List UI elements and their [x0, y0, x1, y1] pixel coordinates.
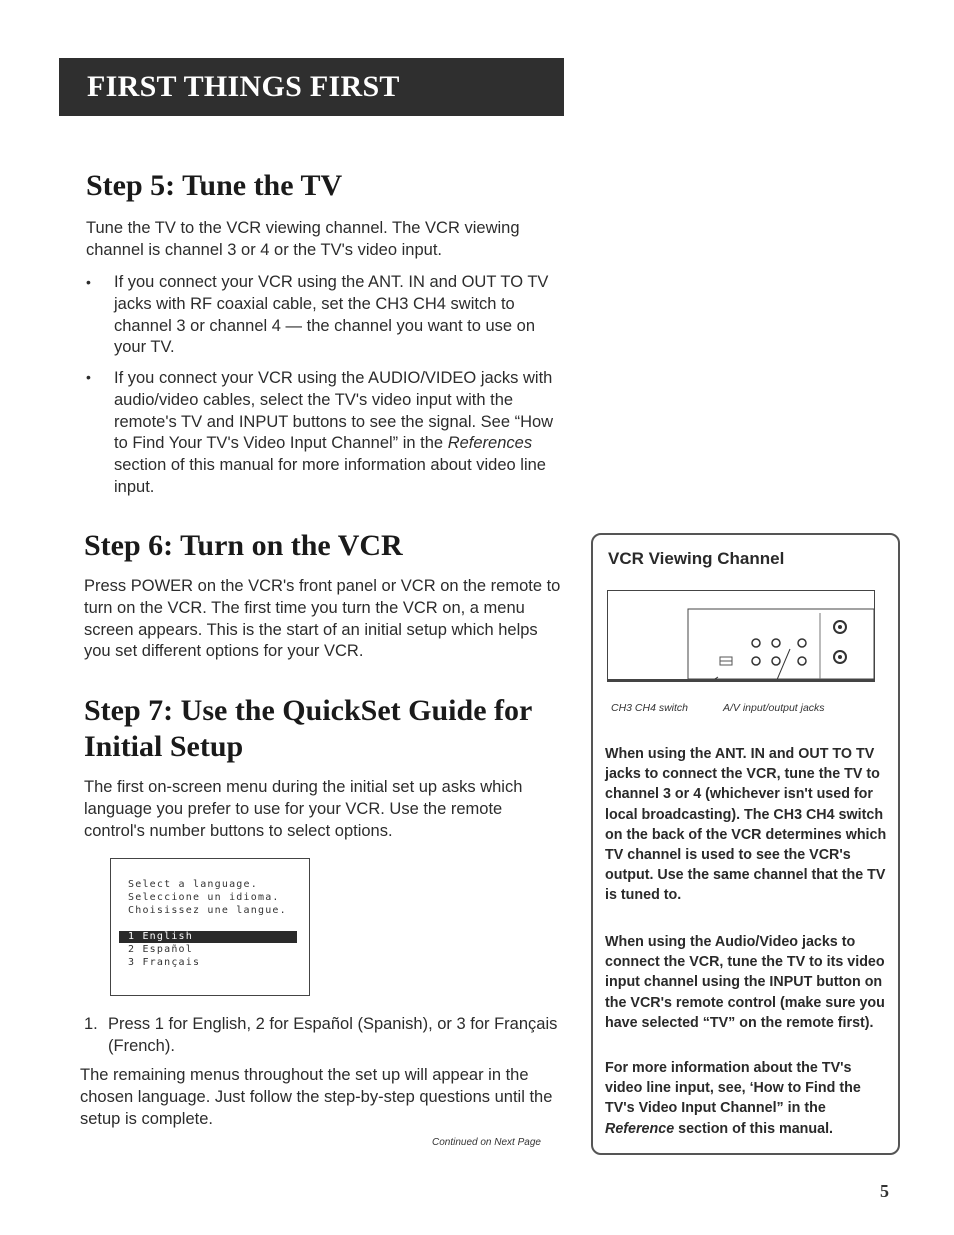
page-number: 5	[880, 1181, 889, 1201]
menu-option-spanish: 2 Español	[128, 944, 193, 955]
step7-item-1: Press 1 for English, 2 for Español (Spanish), or 3 for Français (French).	[108, 1015, 558, 1055]
language-menu-screen	[110, 858, 310, 996]
caption-ch3-ch4-switch: CH3 CH4 switch	[611, 702, 689, 714]
menu-prompt-english: Select a language.	[128, 879, 258, 890]
step6-text: Press POWER on the VCR's front panel or VCR on the remote to turn on the VCR. The first time you turn the VCR on, a menu screen appears. This is the start of an initial setup which helps you set different options for your VCR.	[84, 577, 561, 661]
sidebar-paragraph-3-text-a: For more information about the TV's video line input, see, ‘How to Find the TV's Video Input Channel” in the	[605, 1060, 861, 1117]
menu-prompt-french: Choisissez une langue.	[128, 905, 287, 916]
section-banner	[59, 58, 564, 116]
step6-heading: Step 6: Turn on the VCR	[84, 529, 403, 562]
vcr-diagram	[608, 591, 874, 679]
bullet-marker: •	[86, 369, 91, 385]
step7-remaining: The remaining menus throughout the set up will appear in the chosen language. Just follow the step-by-step questions until the setup is complete.	[80, 1066, 553, 1128]
sidebar-paragraph-2: When using the Audio/Video jacks to connect the VCR, tune the TV to its video input channel using the INPUT button on the VCR's remote control (make sure you have selected “TV” on the remote first).	[605, 934, 885, 1031]
step5-heading: Step 5: Tune the TV	[86, 169, 343, 202]
step7-heading-line2: Initial Setup	[84, 730, 244, 763]
banner-title: FIRST THINGS FIRST	[87, 70, 400, 103]
step5-bullet-2	[114, 368, 566, 499]
sidebar-paragraph-1: When using the ANT. IN and OUT TO TV jacks to connect the VCR, tune the TV to channel 3 or 4 (whichever isn't used for local broadcasting). The CH3 CH4 switch on the back of the VCR determines which TV channel is used to see the VCR's output. Use the same channel that the TV is tuned to.	[605, 746, 887, 904]
sidebar-paragraph-3	[605, 1058, 887, 1139]
step7-heading-line1: Step 7: Use the QuickSet Guide for	[84, 694, 533, 727]
menu-option-french: 3 Français	[128, 957, 201, 968]
menu-option-english: 1 English	[128, 931, 193, 942]
vcr-rear-panel-illustration	[607, 590, 875, 682]
step5-bullet-2-text-b: section of this manual for more information about video line input.	[114, 456, 546, 496]
step7-text: The first on-screen menu during the initial set up asks which language you prefer to use for your VCR. Use the remote control's number buttons to select options.	[84, 778, 523, 840]
menu-prompt-spanish: Seleccione un idioma.	[128, 892, 280, 903]
step5-intro: Tune the TV to the VCR viewing channel. The VCR viewing channel is channel 3 or 4 or the TV's video input.	[86, 219, 520, 259]
step5-bullet-2-emphasis: References	[447, 434, 533, 453]
continued-note: Continued on Next Page	[432, 1137, 541, 1148]
bullet-marker: •	[86, 274, 91, 290]
step5-bullet-2-text-a: If you connect your VCR using the AUDIO/VIDEO jacks with audio/video cables, select the TV's video input with the remote's TV and INPUT buttons to see the signal. See “How to Find Your TV's Video Input Channel” in the	[114, 369, 554, 453]
sidebar-paragraph-3-text-b: section of this manual.	[674, 1120, 834, 1137]
step5-bullet-1: If you connect your VCR using the ANT. IN and OUT TO TV jacks with RF coaxial cable, set the CH3 CH4 switch to channel 3 or channel 4 — the channel you want to use on your TV.	[114, 273, 549, 357]
step7-item-number: 1.	[84, 1015, 98, 1033]
caption-av-jacks: A/V input/output jacks	[723, 702, 825, 714]
sidebar-title: VCR Viewing Channel	[608, 549, 785, 568]
sidebar-paragraph-3-emphasis: Reference	[605, 1120, 675, 1137]
